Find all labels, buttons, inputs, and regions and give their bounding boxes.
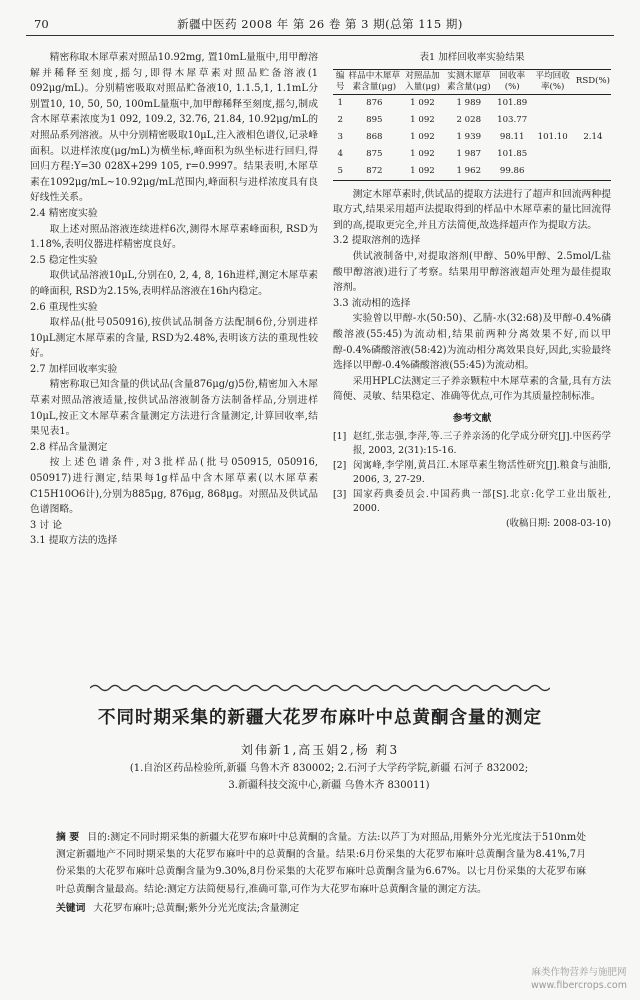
reference-number: [2] <box>333 459 347 471</box>
section-heading-extraction: 3.1 提取方法的选择 <box>30 535 118 547</box>
table-cell: 875 <box>366 148 383 159</box>
table-cell: 872 <box>366 165 383 176</box>
table-cell: 2 028 <box>456 114 482 125</box>
rsd-cell: 2.14 <box>583 131 603 142</box>
right-column <box>333 50 611 531</box>
table-cell: 99.86 <box>499 165 525 176</box>
table-cell: 2 <box>337 114 343 125</box>
watermark-site-name: 麻类作物营养与施肥网 <box>531 967 627 978</box>
recovery-table <box>333 69 611 181</box>
conclusion-paragraph: 采用HPLC法测定三子养亲颗粒中木犀草素的含量,具有方法简便、灵敏、结果稳定、准确等优点,可作为其质量控制标准。 <box>333 375 611 403</box>
affiliation-line: (1.自治区药品检验所,新疆 乌鲁木齐 830002; 2.石河子大学药学院,新疆 石河子 832002; <box>129 763 529 774</box>
keywords <box>56 900 586 917</box>
section-heading-precision: 2.4 精密度实验 <box>30 207 98 219</box>
decorative-wave-divider <box>90 683 550 693</box>
article-title: 不同时期采集的新疆大花罗布麻叶中总黄酮含量的测定 <box>98 708 542 728</box>
section-heading-reproducibility: 2.6 重现性实验 <box>30 301 98 313</box>
table-header-cell: 实测木犀草素含量(μg) <box>446 70 491 92</box>
table-cell: 895 <box>366 114 383 125</box>
recovery-paragraph: 精密称取已知含量的供试品(含量876μg/g)5份,精密加入木犀草素对照品溶液适量,按供试品溶液制备方法制备样品,分别进样10μL,按正文木犀草素含量测定方法进行含量测定,计算回收率,结果见表1。 <box>30 379 318 438</box>
section-heading-mobile-phase: 3.3 流动相的选择 <box>333 297 411 309</box>
section-heading-solvent: 3.2 提取溶剂的选择 <box>333 235 421 247</box>
reproducibility-paragraph: 取样品(批号050916),按供试品制备方法配制6份,分别进样10μL测定木犀草素的含量, RSD为2.48%,表明该方法的重现性较好。 <box>30 317 318 360</box>
reference-number: [3] <box>333 488 347 500</box>
precision-paragraph: 取上述对照品溶液连续进样6次,测得木犀草素峰面积, RSD为1.18%,表明仪器进样精密度良好。 <box>30 223 318 251</box>
extraction-paragraph: 测定木犀草素时,供试品的提取方法进行了超声和回流两种提取方式,结果采用超声法提取得到的样品中木犀草素的量比回流得到的高,提取更完全,并且方法简便,故选择超声作为提取方法。 <box>333 188 611 231</box>
table-header-cell: RSD(%) <box>575 76 610 87</box>
table-cell: 1 <box>337 97 343 108</box>
table-cell: 1 962 <box>456 165 482 176</box>
received-date: (收稿日期: 2008-03-10) <box>505 517 611 529</box>
reference-item <box>333 430 611 459</box>
reference-text: 赵红,张志强,李萍,等.三子养亲汤的化学成分研究[J].中医药学报, 2003, 2(31):15-16. <box>353 430 611 456</box>
affiliation-line: 3.新疆科技交流中心,新疆 乌鲁木齐 830011) <box>228 780 430 791</box>
table-cell: 3 <box>337 131 343 142</box>
table-cell: 1 989 <box>456 97 482 108</box>
page-number: 70 <box>34 17 49 31</box>
abstract-label: 摘 要 <box>56 832 80 843</box>
content-paragraph: 按上述色谱条件,对3批样品(批号050915, 050916, 050917)进行测定,结果每1g样品中含木犀草素(以木犀草素C15H10O6计),分别为885μg, 876μg, 868μg。对照品及供试品色谱图略。 <box>30 457 318 516</box>
table-cell: 1 092 <box>410 114 435 125</box>
watermark-url: www.fibercrops.com <box>530 979 628 991</box>
table-cell: 876 <box>366 97 383 108</box>
keywords-text: 大花罗布麻叶;总黄酮;紫外分光光度法;含量测定 <box>93 902 300 914</box>
reference-number: [1] <box>333 430 347 442</box>
table-caption: 表1 加样回收率实验结果 <box>419 52 525 63</box>
abstract <box>56 829 586 898</box>
table-cell: 1 092 <box>410 148 435 159</box>
author-affiliations <box>84 760 574 794</box>
table-header-cell: 样品中木犀草素含量(μg) <box>348 70 401 92</box>
site-watermark <box>520 967 638 992</box>
abstract-text: 目的:测定不同时期采集的新疆大花罗布麻叶中总黄酮的含量。方法:以芦丁为对照品,用紫外分光光度法于510nm处测定新疆地产不同时期采集的大花罗布麻叶中的总黄酮的含量。结果:6月份采集的大花罗布麻叶总黄酮含量为8.41%,7月份采集的大花罗布麻叶总黄酮含量为9.30%,8月份采集的大花罗布麻叶总黄酮含量为6.67%。以七月份采集的大花罗布麻叶总黄酮含量最高。结论:测定方法简便易行,准确可靠,可作为大花罗布麻叶总黄酮含量的测定方法。 <box>56 832 586 895</box>
table-cell: 98.11 <box>499 131 525 142</box>
table-cell: 4 <box>337 148 343 159</box>
table-cell: 868 <box>366 131 383 142</box>
table-cell: 1 092 <box>410 131 435 142</box>
running-header <box>26 16 614 32</box>
left-column <box>30 50 318 549</box>
table-header-cell: 回收率(%) <box>499 70 526 92</box>
solvent-paragraph: 供试液制备中,对提取溶剂(甲醇、50%甲醇、2.5mol/L盐酸甲醇溶液)进行了考察。结果用甲醇溶液超声处理为最佳提取溶剂。 <box>333 250 611 294</box>
keywords-label: 关键词 <box>56 902 86 914</box>
journal-info: 新疆中医药 2008 年 第 26 卷 第 3 期(总第 115 期) <box>177 17 463 31</box>
mean-recovery-cell: 101.10 <box>537 131 568 142</box>
table-cell: 1 987 <box>456 148 482 159</box>
table-header-cell: 编号 <box>335 70 345 92</box>
table-cell: 1 939 <box>456 131 482 142</box>
table-cell: 101.89 <box>497 97 528 108</box>
reference-item <box>333 459 611 488</box>
table-header-cell: 平均回收率(%) <box>535 70 570 92</box>
reference-text: 闵寓峰,李学刚,黄昌江.木犀草素生物活性研究[J].粮食与油脂, 2006, 3, 27-29. <box>353 459 611 485</box>
table-header-cell: 对照品加入量(μg) <box>404 70 440 92</box>
reference-item <box>333 488 611 517</box>
table-cell: 101.85 <box>497 148 528 159</box>
table-row <box>333 94 611 112</box>
table-cell: 1 092 <box>410 97 435 108</box>
table-cell: 103.77 <box>497 114 528 125</box>
references-heading: 参考文献 <box>452 412 492 424</box>
article-authors: 刘伟新1,高玉娟2,杨 莉3 <box>240 743 400 757</box>
stability-paragraph: 取供试品溶液10μL,分别在0, 2, 4, 8, 16h进样,测定木犀草素的峰面积, RSD为2.15%,表明样品溶液在16h内稳定。 <box>30 270 318 297</box>
section-heading-recovery: 2.7 加样回收率实验 <box>30 363 118 375</box>
abstract-block <box>56 829 586 917</box>
table-cell: 1 092 <box>410 165 435 176</box>
section-heading-stability: 2.5 稳定性实验 <box>30 254 98 266</box>
mobile-phase-paragraph: 实验曾以甲醇-水(50:50)、乙腈-水(32:68)及甲醇-0.4%磷酸溶液(55:45)为流动相,结果前两种分离效果不好,而以甲醇-0.4%磷酸溶液(58:42)为流动相分离效果良好,因此,实验最终选择以甲醇-0.4%磷酸溶液(55:45)为流动相。 <box>333 313 611 372</box>
header-rule <box>26 35 614 36</box>
section-heading-content: 2.8 样品含量测定 <box>30 441 108 453</box>
table-cell: 5 <box>337 165 343 176</box>
reference-text: 国家药典委员会.中国药典一部[S].北京:化学工业出版社, 2000. <box>353 488 611 514</box>
linearity-paragraph: 精密称取木犀草素对照品10.92mg, 置10mL量瓶中,用甲醇溶解并稀释至刻度,摇匀,即得木犀草素对照品贮备溶液(1 092μg/mL)。分别精密吸取对照品贮备液10, 1.1.5,1, 1.1mL分别置10, 10, 50, 50, 100mL量瓶中,加甲醇稀释至刻度,摇匀,制成含木犀草素浓度为1 092, 109.2, 32.76, 21.84, 10.92μg/mL的对照品系列溶液。从中分别精密吸取10μL,注入液相色谱仪,记录峰面积。以进样浓度(μg/mL)为横坐标,峰面积为纵坐标进行回归,得回归方程:Y=30 028X+299 105, r=0.9997。结果表明,木犀草素在1092μg/mL~10.92μg/mL范围内,峰面积与进样浓度具有良好线性关系。 <box>30 52 318 204</box>
section-heading-discussion: 3 讨 论 <box>30 519 63 531</box>
